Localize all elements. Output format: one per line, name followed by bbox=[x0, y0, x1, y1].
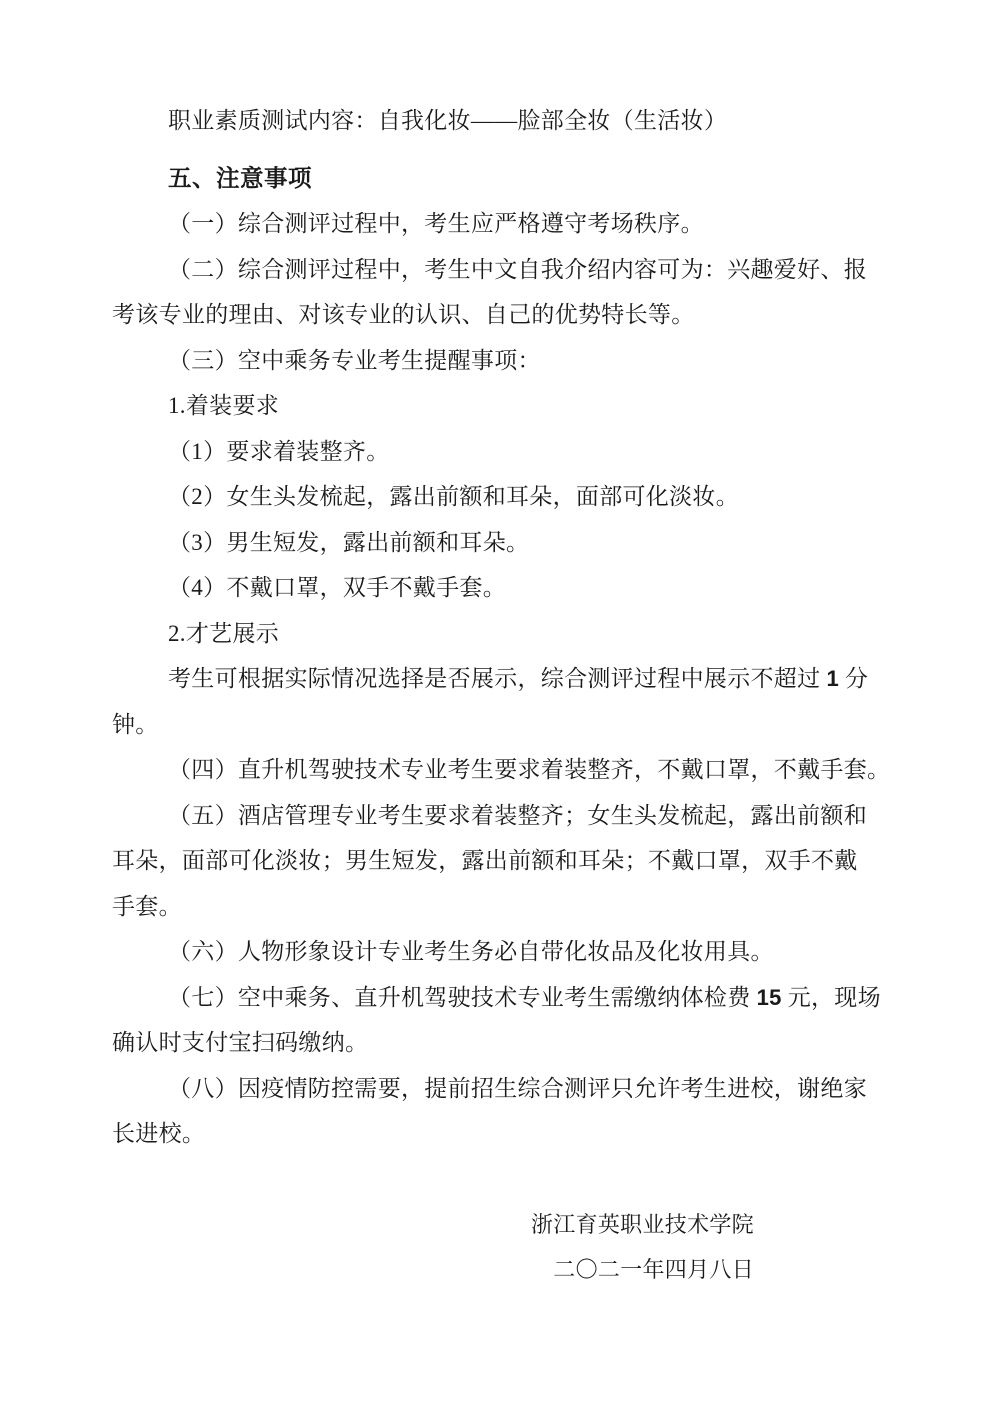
text-run: （五）酒店管理专业考生要求着装整齐；女生头发梳起，露出前额和 bbox=[168, 802, 867, 828]
text-run: （3）男生短发，露出前额和耳朵。 bbox=[168, 529, 530, 555]
text-run: 1.着装要求 bbox=[168, 393, 280, 418]
doc-line bbox=[112, 565, 892, 611]
text-run: （三）空中乘务专业考生提醒事项： bbox=[168, 347, 541, 373]
bold-number: 1 bbox=[826, 666, 839, 691]
text-run: 确认时支付宝扫码缴纳。 bbox=[112, 1030, 369, 1055]
text-run: 2.才艺展示 bbox=[168, 620, 280, 646]
doc-line bbox=[112, 383, 892, 429]
doc-line bbox=[112, 520, 892, 566]
text-run: （七）空中乘务、直升机驾驶技术专业考生需缴纳体检费 bbox=[168, 984, 757, 1010]
text-run: （4）不戴口罩，双手不戴手套。 bbox=[168, 575, 506, 600]
text-run: （2）女生头发梳起，露出前额和耳朵，面部可化淡妆。 bbox=[168, 484, 739, 509]
doc-line bbox=[112, 247, 892, 293]
text-run: 分 bbox=[839, 666, 869, 691]
text-run: 考该专业的理由、对该专业的认识、自己的优势特长等。 bbox=[112, 302, 695, 327]
doc-line bbox=[112, 201, 892, 247]
doc-line bbox=[112, 929, 892, 975]
doc-line bbox=[112, 338, 892, 384]
signature-line bbox=[112, 1247, 892, 1293]
section-heading bbox=[112, 156, 892, 202]
doc-line bbox=[112, 702, 892, 748]
document-body bbox=[112, 98, 892, 1293]
doc-line bbox=[112, 1020, 892, 1066]
text-run: （六）人物形象设计专业考生务必自带化妆品及化妆用具。 bbox=[168, 939, 774, 964]
doc-line bbox=[112, 656, 892, 702]
text-run: 手套。 bbox=[112, 893, 182, 919]
doc-line bbox=[112, 793, 892, 839]
doc-line bbox=[112, 884, 892, 930]
doc-line bbox=[112, 611, 892, 657]
doc-line bbox=[112, 292, 892, 338]
text-run: 浙江育英职业技术学院 bbox=[530, 1211, 754, 1237]
text-run: （八）因疫情防控需要，提前招生综合测评只允许考生进校，谢绝家 bbox=[168, 1075, 867, 1101]
doc-line bbox=[112, 429, 892, 475]
text-run: 五、注意事项 bbox=[168, 164, 312, 191]
bold-number: 15 bbox=[756, 984, 782, 1010]
text-run: （四）直升机驾驶技术专业考生要求着装整齐，不戴口罩，不戴手套。 bbox=[168, 757, 891, 782]
text-run: （一）综合测评过程中，考生应严格遵守考场秩序。 bbox=[168, 211, 704, 236]
text-run: 元，现场 bbox=[781, 984, 881, 1010]
doc-line bbox=[112, 474, 892, 520]
text-run: 职业素质测试内容：自我化妆——脸部全妆（生活妆） bbox=[168, 108, 728, 133]
text-run: 考生可根据实际情况选择是否展示，综合测评过程中展示不超过 bbox=[168, 666, 827, 691]
text-run: 钟。 bbox=[112, 711, 159, 737]
signature-line bbox=[112, 1202, 892, 1248]
text-run: 长进校。 bbox=[112, 1121, 206, 1146]
doc-line bbox=[112, 838, 892, 884]
doc-line bbox=[112, 747, 892, 793]
doc-line bbox=[112, 1111, 892, 1157]
doc-line bbox=[112, 98, 892, 144]
doc-line bbox=[112, 975, 892, 1021]
doc-line bbox=[112, 1066, 892, 1112]
text-run: （1）要求着装整齐。 bbox=[168, 438, 390, 464]
text-run: （二）综合测评过程中，考生中文自我介绍内容可为：兴趣爱好、报 bbox=[168, 256, 867, 282]
text-run: 耳朵，面部可化淡妆；男生短发，露出前额和耳朵；不戴口罩，双手不戴 bbox=[112, 848, 858, 873]
text-run: 二〇二一年四月八日 bbox=[553, 1257, 754, 1282]
